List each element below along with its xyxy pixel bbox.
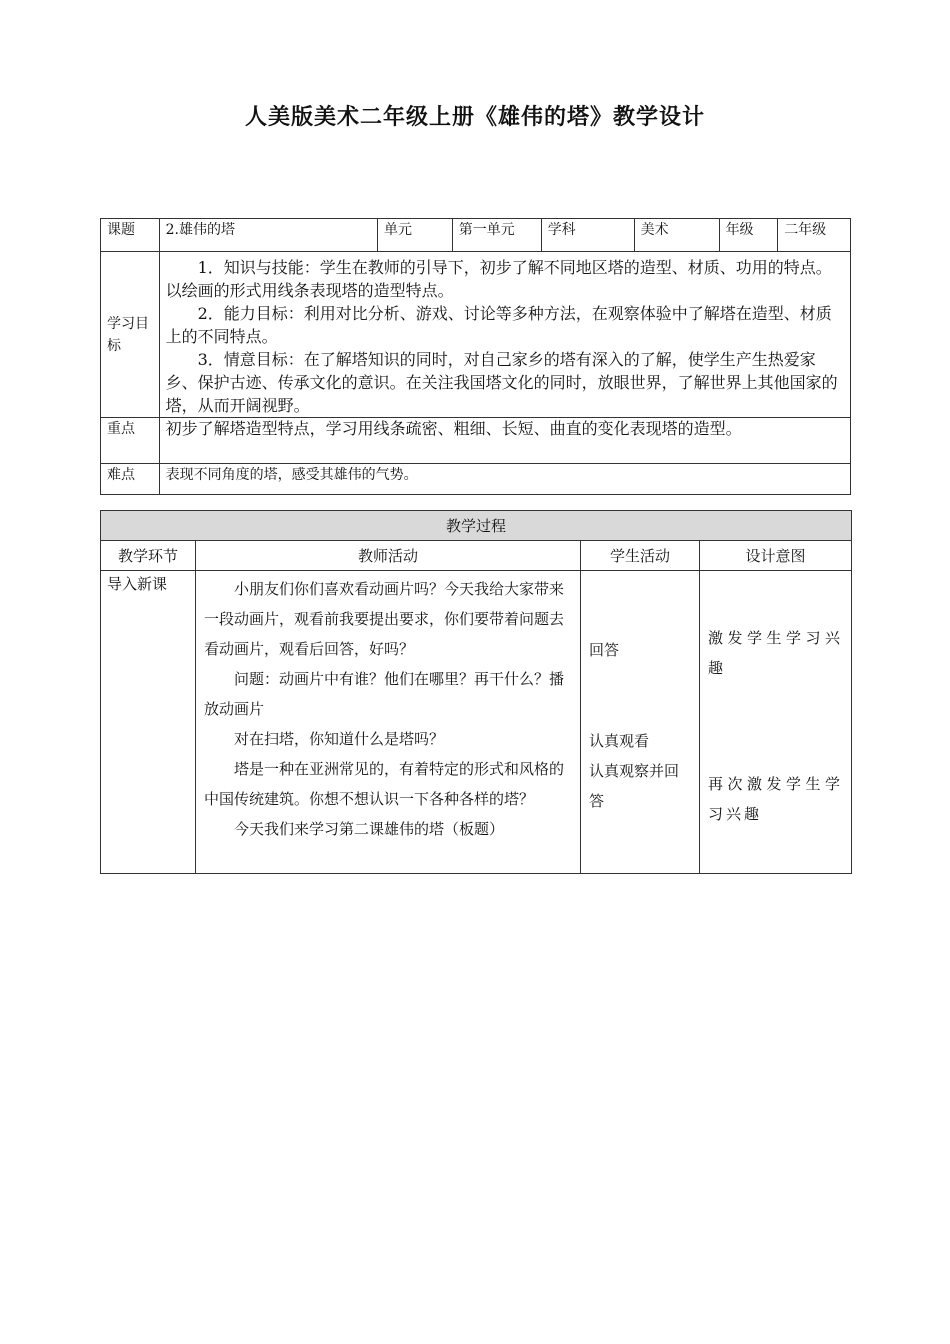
col-stage: 教学环节 [101, 541, 196, 571]
teacher-step-4: 塔是一种在亚洲常见的，有着特定的形式和风格的中国传统建筑。你想不想认识一下各种各样的塔？ [204, 760, 565, 808]
focus-label: 重点 [101, 418, 160, 464]
difficulty-label: 难点 [101, 464, 160, 495]
goal-ability: 2．能力目标：利用对比分析、游戏、讨论等多种方法，在观察体验中了解塔在造型、材质上的不同特点。 [165, 304, 832, 346]
info-row-focus [101, 418, 851, 464]
info-row-goals [101, 252, 851, 418]
subject-label: 学科 [541, 219, 634, 252]
student-step-2: 认真观看 [589, 732, 650, 750]
teacher-step-2: 问题：动画片中有谁？他们在哪里？再干什么？播放动画片 [204, 670, 565, 718]
teaching-process-table [100, 510, 852, 874]
document-title: 人美版美术二年级上册《雄伟的塔》教学设计 [244, 105, 705, 130]
stage-cell: 导入新课 [101, 571, 196, 874]
goals-label: 学习目标 [101, 252, 160, 418]
focus-value: 初步了解塔造型特点，学习用线条疏密、粗细、长短、曲直的变化表现塔的造型。 [159, 418, 850, 464]
info-row-difficulty [101, 464, 851, 495]
teacher-step-1: 小朋友们你们喜欢看动画片吗？今天我给大家带来一段动画片，观看前我要提出要求，你们要带着问题去看动画片，观看后回答，好吗？ [204, 580, 565, 658]
info-row-topic [101, 219, 851, 252]
unit-label: 单元 [377, 219, 452, 252]
process-columns-row [101, 541, 852, 571]
teacher-step-3: 对在扫塔，你知道什么是塔吗？ [234, 730, 445, 748]
design-intent-1: 激发学生学习兴趣 [708, 629, 844, 677]
student-activity-cell [581, 571, 700, 874]
lesson-info-table [100, 218, 851, 495]
topic-label: 课题 [101, 219, 160, 252]
col-teacher: 教师活动 [196, 541, 581, 571]
grade-label: 年级 [719, 219, 778, 252]
design-intent-cell [700, 571, 852, 874]
unit-value: 第一单元 [452, 219, 541, 252]
student-step-3: 认真观察并回答 [589, 762, 680, 810]
goal-knowledge: 1．知识与技能：学生在教师的引导下，初步了解不同地区塔的造型、材质、功用的特点。以绘画的形式用线条表现塔的造型特点。 [165, 258, 832, 300]
topic-value: 2.雄伟的塔 [159, 219, 377, 252]
process-header-row [101, 511, 852, 541]
process-header: 教学过程 [101, 511, 852, 541]
goal-emotion: 3．情意目标：在了解塔知识的同时，对自己家乡的塔有深入的了解，使学生产生热爱家乡、保护古迹、传承文化的意识。在关注我国塔文化的同时，放眼世界，了解世界上其他国家的塔，从而开阔视野。 [165, 350, 838, 415]
col-design: 设计意图 [700, 541, 852, 571]
difficulty-value: 表现不同角度的塔，感受其雄伟的气势。 [159, 464, 850, 495]
teacher-activity-cell [196, 571, 581, 874]
teacher-step-5: 今天我们来学习第二课雄伟的塔（板题） [234, 820, 505, 838]
process-row-intro [101, 571, 852, 874]
col-student: 学生活动 [581, 541, 700, 571]
grade-value: 二年级 [778, 219, 851, 252]
subject-value: 美术 [634, 219, 719, 252]
goals-content [159, 252, 850, 418]
design-intent-2: 再次激发学生学习兴趣 [708, 775, 844, 823]
student-step-1: 回答 [589, 641, 620, 659]
